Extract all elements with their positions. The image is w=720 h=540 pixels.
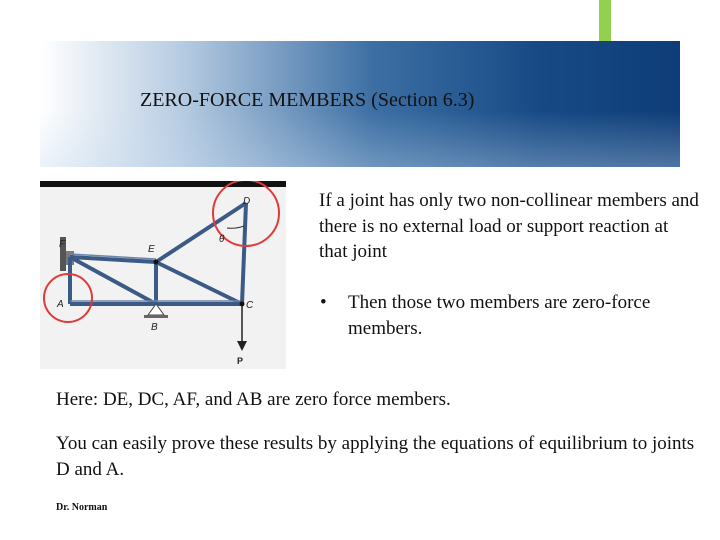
bullet-item [320,290,690,341]
bullet-symbol: • [320,292,327,313]
label-p: P [237,356,244,366]
condition-paragraph: If a joint has only two non-collinear members and there is no external load or support reaction at that joint [319,190,699,263]
label-theta: θ [219,234,225,245]
slide-title [140,89,660,112]
label-f: F [59,239,66,250]
title-main: ZERO-FORCE MEMBERS [140,89,367,111]
proof-note: You can easily prove these results by applying the equations of equilibrium to joints D and A. [56,433,695,480]
zero-force-members-statement: Here: DE, DC, AF, and AB are zero force members. [56,389,451,410]
truss-diagram [40,181,286,369]
title-band [40,41,680,167]
support-b-base [144,315,168,318]
label-c: C [246,300,254,311]
label-d: D [243,196,251,207]
joint-c-dot [240,302,245,307]
bullet-text: Then those two members are zero-force members. [348,292,651,339]
label-b: B [151,322,158,333]
joint-e-dot [154,260,159,265]
label-a: A [57,299,64,310]
top-border [40,181,286,187]
footer-author: Dr. Norman [56,502,108,513]
label-e: E [148,244,155,255]
title-section: (Section 6.3) [366,89,475,111]
